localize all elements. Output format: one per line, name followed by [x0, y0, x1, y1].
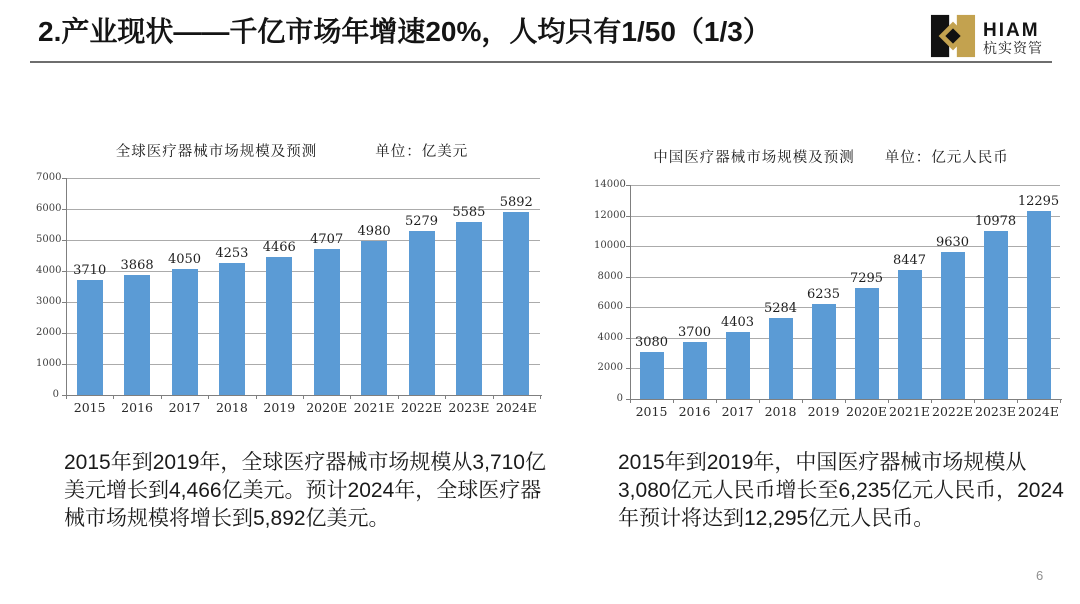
x-axis-line: [630, 399, 1062, 400]
y-axis-label: 3000: [36, 296, 62, 307]
bar: [219, 263, 245, 395]
bar-value-label: 3080: [634, 334, 669, 350]
y-axis-line: [630, 185, 631, 399]
x-axis-tick: [208, 395, 209, 399]
bar: [1027, 211, 1051, 399]
logo-name: HIAM: [983, 20, 1040, 42]
x-axis-tick: [350, 395, 351, 399]
bar: [769, 318, 793, 399]
bar-value-label: 8447: [892, 252, 927, 268]
x-axis-label: 2018: [215, 400, 248, 415]
y-axis-label: 6000: [597, 301, 623, 313]
y-axis-label: 5000: [36, 234, 62, 245]
bar: [855, 288, 879, 400]
x-axis-label: 2016: [678, 404, 711, 419]
x-axis-tick: [673, 399, 674, 403]
x-axis-label: 2021E: [353, 400, 395, 415]
x-axis-label: 2023E: [448, 400, 490, 415]
logo-text: [983, 21, 1043, 56]
bar: [941, 252, 965, 399]
bar-value-label: 4050: [167, 252, 202, 268]
bar: [640, 352, 664, 399]
bar-value-label: 12295: [1017, 194, 1060, 210]
china-market-plot: [594, 138, 1068, 434]
x-axis-label: 2024E: [495, 400, 537, 415]
bar-value-label: 5284: [763, 301, 798, 317]
bar: [266, 257, 292, 395]
x-axis-label: 2017: [721, 404, 754, 419]
x-axis-label: 2019: [263, 400, 296, 415]
x-axis-label: 2021E: [889, 404, 930, 419]
bar: [683, 342, 707, 399]
x-axis-label: 2015: [635, 404, 668, 419]
gridline: [630, 185, 1060, 186]
bar-value-label: 3868: [120, 258, 154, 274]
bar-value-label: 5279: [404, 214, 439, 230]
y-axis-label: 10000: [594, 240, 626, 252]
slide-title: 2.产业现状——千亿市场年增速20%，人均只有1/50（1/3）: [38, 16, 771, 47]
bar: [456, 222, 482, 395]
x-axis-tick: [161, 395, 162, 399]
x-axis-line: [66, 395, 542, 396]
logo-subname: 杭实资管: [983, 40, 1043, 57]
y-axis-label: 0: [616, 393, 623, 404]
x-axis-tick: [1017, 399, 1018, 403]
y-axis-label: 6000: [36, 203, 62, 214]
x-axis-label: 2022E: [932, 404, 973, 419]
x-axis-label: 2017: [168, 400, 201, 415]
x-axis-tick: [398, 395, 399, 399]
bar: [77, 280, 103, 395]
bar-value-label: 5585: [452, 204, 486, 220]
y-axis-label: 4000: [597, 331, 623, 343]
bar-value-label: 3710: [73, 263, 107, 278]
chart-title: 全球医疗器械市场规模及预测: [115, 144, 318, 160]
y-axis-label: 14000: [594, 179, 626, 190]
bar-value-label: 3700: [677, 325, 712, 341]
bar-value-label: 4403: [720, 314, 755, 330]
global-market-chart: [36, 136, 548, 432]
bar: [812, 304, 836, 399]
y-axis-label: 12000: [594, 209, 626, 221]
y-axis-label: 2000: [36, 327, 62, 338]
y-axis-label: 0: [52, 389, 59, 400]
bar-value-label: 4980: [357, 223, 391, 239]
y-axis-label: 4000: [36, 265, 62, 276]
gridline: [66, 178, 540, 179]
x-axis-tick: [256, 395, 257, 399]
bar-value-label: 9630: [935, 234, 970, 250]
bar-value-label: 4707: [310, 232, 344, 248]
x-axis-label: 2024E: [1018, 404, 1059, 419]
bar: [726, 332, 750, 399]
title-divider: [30, 61, 1052, 63]
x-axis-tick: [303, 395, 304, 399]
bar-value-label: 5892: [499, 195, 533, 211]
y-axis-label: 1000: [36, 358, 62, 369]
bar: [409, 231, 435, 395]
x-axis-tick: [802, 399, 803, 403]
x-axis-label: 2019: [807, 404, 840, 419]
logo-diamond-icon: [930, 13, 976, 64]
x-axis-tick: [540, 395, 541, 399]
bar-value-label: 4466: [262, 239, 296, 255]
x-axis-label: 2020E: [306, 400, 348, 415]
bar: [984, 231, 1008, 399]
chart-unit-label: 单位：亿美元: [375, 144, 469, 160]
x-axis-tick: [1060, 399, 1061, 403]
x-axis-tick: [931, 399, 932, 403]
bar: [172, 269, 198, 395]
bar-value-label: 6235: [806, 286, 841, 302]
page-number: 6: [1036, 568, 1044, 583]
bar: [361, 241, 387, 395]
x-axis-label: 2015: [73, 400, 106, 415]
x-axis-tick: [493, 395, 494, 399]
china-market-summary-text: 2015年到2019年，中国医疗器械市场规模从3,080亿元人民币增长至6,235亿元人民币，2024年预计将达到12,295亿元人民币。: [618, 451, 1064, 530]
x-axis-label: 2023E: [975, 404, 1016, 419]
x-axis-tick: [113, 395, 114, 399]
bar: [503, 212, 529, 395]
bar-value-label: 7295: [849, 270, 884, 286]
x-axis-tick: [66, 395, 67, 399]
y-axis-label: 2000: [597, 362, 623, 374]
x-axis-tick: [716, 399, 717, 403]
x-axis-tick: [845, 399, 846, 403]
x-axis-label: 2022E: [401, 400, 442, 415]
x-axis-tick: [974, 399, 975, 403]
x-axis-tick: [888, 399, 889, 403]
bar: [898, 270, 922, 399]
china-market-chart: [594, 138, 1068, 434]
company-logo: [930, 13, 1043, 64]
chart-title: 中国医疗器械市场规模及预测: [653, 150, 855, 166]
x-axis-label: 2018: [764, 404, 797, 419]
bar-value-label: 4253: [215, 246, 249, 262]
bar: [314, 249, 340, 395]
x-axis-tick: [630, 399, 631, 403]
chart-unit-label: 单位：亿元人民币: [884, 150, 1009, 166]
x-axis-label: 2016: [121, 400, 153, 415]
bar-value-label: 10978: [974, 214, 1017, 230]
y-axis-label: 8000: [597, 270, 623, 282]
y-axis-label: 7000: [36, 172, 62, 183]
y-axis-line: [66, 178, 67, 395]
x-axis-label: 2020E: [846, 404, 887, 419]
x-axis-tick: [759, 399, 760, 403]
global-market-plot: [36, 136, 548, 432]
x-axis-tick: [445, 395, 446, 399]
bar: [124, 275, 150, 395]
global-market-summary-text: 2015年到2019年，全球医疗器械市场规模从3,710亿美元增长到4,466亿美元。预计2024年，全球医疗器械市场规模将增长到5,892亿美元。: [64, 451, 546, 530]
